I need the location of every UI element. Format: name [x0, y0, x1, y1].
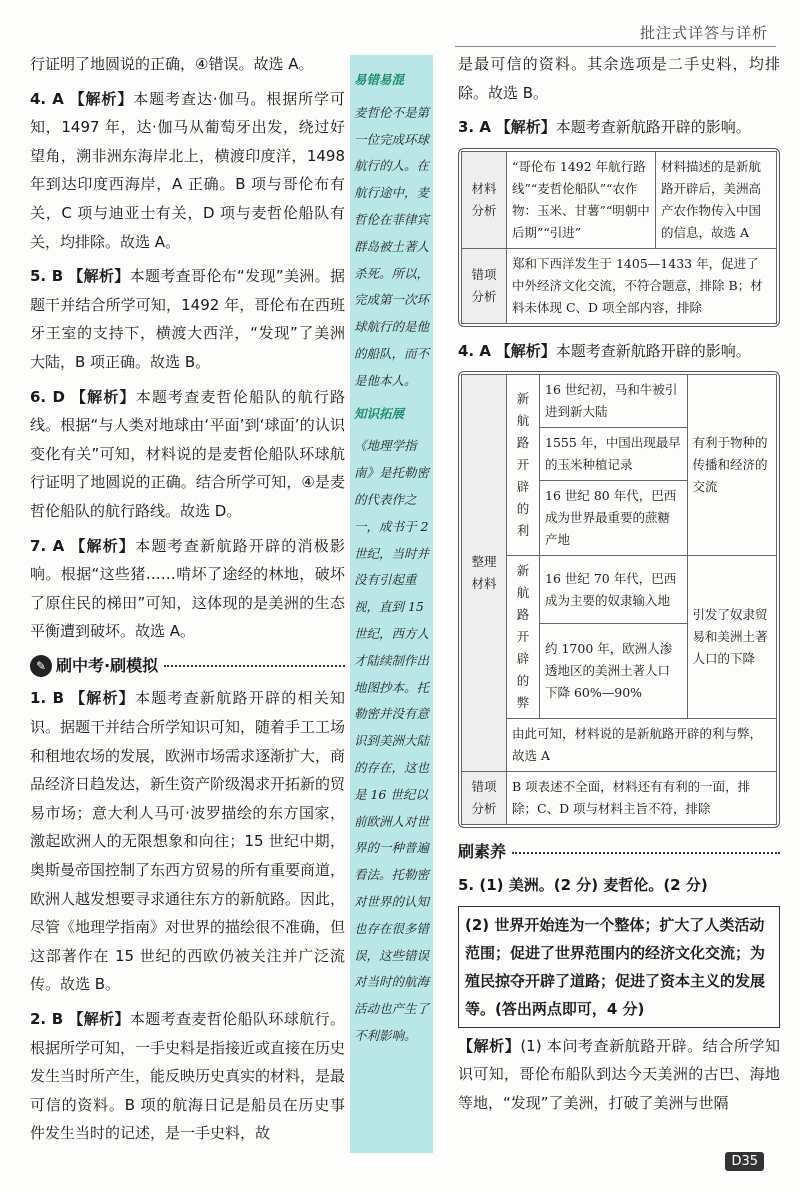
cell-harm-result: 引发了奴隶贸易和美洲土著人口的下降: [687, 556, 776, 719]
answer-3: 3. A 【解析】本题考查新航路开辟的影响。: [458, 118, 751, 137]
cell-benefit-result: 有利于物种的传播和经济的交流: [687, 375, 776, 556]
row-head-wrong-4: 错项分析: [462, 772, 507, 825]
answer-5-analysis: 【解析】(1) 本问考查新航路开辟。结合所学知识可知，哥伦布船队到达今天美洲的古巴、海地等地，“发现”了美洲，打破了美洲与世隔: [458, 1036, 780, 1112]
page-number: D35: [725, 1152, 764, 1171]
header-title: 批注式详答与详析: [639, 24, 768, 42]
right-top-text: 是最可信的资料。其余选项是二手史料，均排除。故选 B。: [458, 55, 780, 102]
answer-6: 6. D 【解析】本题考查麦哲伦船队的航行路线。根据“与人类对地球由‘平面’到‘球面’的认识变化有关”可知，材料说的是麦哲伦船队环球航行证明了地圆说的正确。结合所学可知，④是麦哲伦船队的航行路线。故选 D。: [30, 387, 345, 520]
dotted-rule: [164, 665, 345, 667]
answer-4: 4. A 【解析】本题考查达·伽马。根据所学可知，1497 年，达·伽马从葡萄牙出发，绕过好望角，溯非洲东海岸北上，横渡印度洋，1498 年到达印度西海岸，A 正确。B 项与哥伦布有关，C 项与迪亚士有关，D 项与麦哲伦船队有关，均排除。故选 A。: [30, 89, 345, 251]
row-head-organize: 整理材料: [462, 375, 507, 772]
answer-5-line1: 5. (1) 美洲。(2 分) 麦哲伦。(2 分): [458, 875, 708, 894]
header-rule: [455, 46, 776, 47]
section-header-mock: ✎ 刷中考·刷模拟: [30, 652, 345, 681]
answer-7: 7. A 【解析】本题考查新航路开辟的消极影响。根据“这些猪……啃坏了途经的林地，破坏了原住民的梯田”可知，这体现的是美洲的生态平衡遭到破坏。故选 A。: [30, 536, 345, 641]
cell-benefit-a: 16 世纪初，马和牛被引进到新大陆: [540, 375, 688, 428]
left-column: [30, 50, 345, 1154]
section-header-literacy: 刷素养: [458, 838, 780, 867]
answer-4-right: 4. A 【解析】本题考查新航路开辟的影响。: [458, 341, 751, 360]
cell-wrong-4: B 项表述不全面，材料还有有利的一面，排除；C、D 项与材料主旨不符，排除: [507, 772, 777, 825]
cell-material-conclusion: 材料描述的是新航路开辟后，美洲高产农作物传入中国的信息，故选 A: [656, 151, 777, 248]
tag-error-prone: 易错易混: [354, 72, 405, 87]
answer-5: 5. B 【解析】本题考查哥伦布“发现”美洲。据题干并结合所学可知，1492 年，哥伦布在西班牙王室的支持下，横渡大西洋，“发现”了美洲大陆，B 项正确。故选 B。: [30, 267, 345, 371]
mock-answer-2: 2. B 【解析】本题考查麦哲伦船队环球航行。根据所学可知，一手史料是指接近或直接在历史发生当时所产生，能反映历史真实的材料，是最可信的资料。B 项的航海日记是船员在历史事件发生当时的记述，是一手史料，故: [30, 1010, 346, 1143]
brush-icon: ✎: [30, 655, 52, 677]
head-benefit: 新航路开辟的利: [507, 375, 540, 556]
note-error-prone: 麦哲伦不是第一位完成环球航行的人。在航行途中，麦哲伦在菲律宾群岛被土著人杀死。所以，完成第一次环球航行的是他的船队，而不是他本人。: [354, 104, 430, 388]
cell-wrong-analysis: 郑和下西洋发生于 1405—1433 年，促进了中外经济文化交流，不符合题意，排除 B；材料未体现 C、D 项全部内容，排除: [507, 248, 777, 323]
table-q4: [458, 371, 780, 828]
cell-benefit-c: 16 世纪 80 年代，巴西成为世界最重要的蔗糖产地: [540, 481, 688, 556]
answer-5-box: (2) 世界开始连为一个整体；扩大了人类活动范围；促进了世界范围内的经济文化交流；为殖民掠夺开辟了道路；促进了资本主义的发展等。(答出两点即可，4 分): [458, 906, 780, 1028]
sidebar-notes: [350, 55, 433, 1153]
right-column: [458, 50, 780, 1123]
note-knowledge-ext: 《地理学指南》是托勒密的代表作之一，成书于 2 世纪，当时并没有引起重视，直到 15 世纪，西方人才陆续制作出地图抄本。托勒密并没有意识到美洲大陆的存在，这也是 16 世纪以前欧洲人对世界的一种普遍看法。托勒密对世界的认知也存在很多错误，这些错误对当时的航海活动也产生了不利影响。: [354, 438, 430, 1043]
cell-conclusion: 由此可知，材料说的是新航路开辟的利与弊，故选 A: [507, 719, 777, 772]
cell-material-keywords: “哥伦布 1492 年航行路线”“麦哲伦船队”“农作物：玉米、甘薯”“明朝中后期”“引进”: [507, 151, 656, 248]
head-harm: 新航路开辟的弊: [507, 556, 540, 719]
tag-knowledge-ext: 知识拓展: [354, 405, 405, 421]
table-q3: [458, 148, 780, 327]
cell-benefit-b: 1555 年，中国出现最早的玉米种植记录: [540, 428, 688, 481]
row-head-material: 材料分析: [462, 151, 507, 248]
left-top-line: 行证明了地圆说的正确，④错误。故选 A。: [30, 55, 314, 73]
dotted-rule-2: [512, 852, 780, 854]
cell-harm-a: 16 世纪 70 年代，巴西成为主要的奴隶输入地: [540, 556, 688, 623]
mock-answer-1: 1. B 【解析】本题考查新航路开辟的相关知识。据题干并结合所学知识可知，随着手工工场和租地农场的发展，欧洲市场需求逐渐扩大，商品经济日趋发达，新生资产阶级渴求开拓新的贸易市场；意大利人马可·波罗描绘的东方国家，激起欧洲人的无限想象和向往；15 世纪中期，奥斯曼帝国控制了东西方贸易的所有重要商道，欧洲人越发想要寻求通往东方的新航路。因此，尽管《地理学指南》对世界的描绘很不准确，但这部著作在 15 世纪的西欧仍被关注并广泛流传。故选 B。: [30, 689, 346, 994]
row-head-wrong: 错项分析: [462, 248, 507, 323]
cell-harm-b: 约 1700 年，欧洲人渗透地区的美洲土著人口下降 60%—90%: [540, 623, 688, 719]
